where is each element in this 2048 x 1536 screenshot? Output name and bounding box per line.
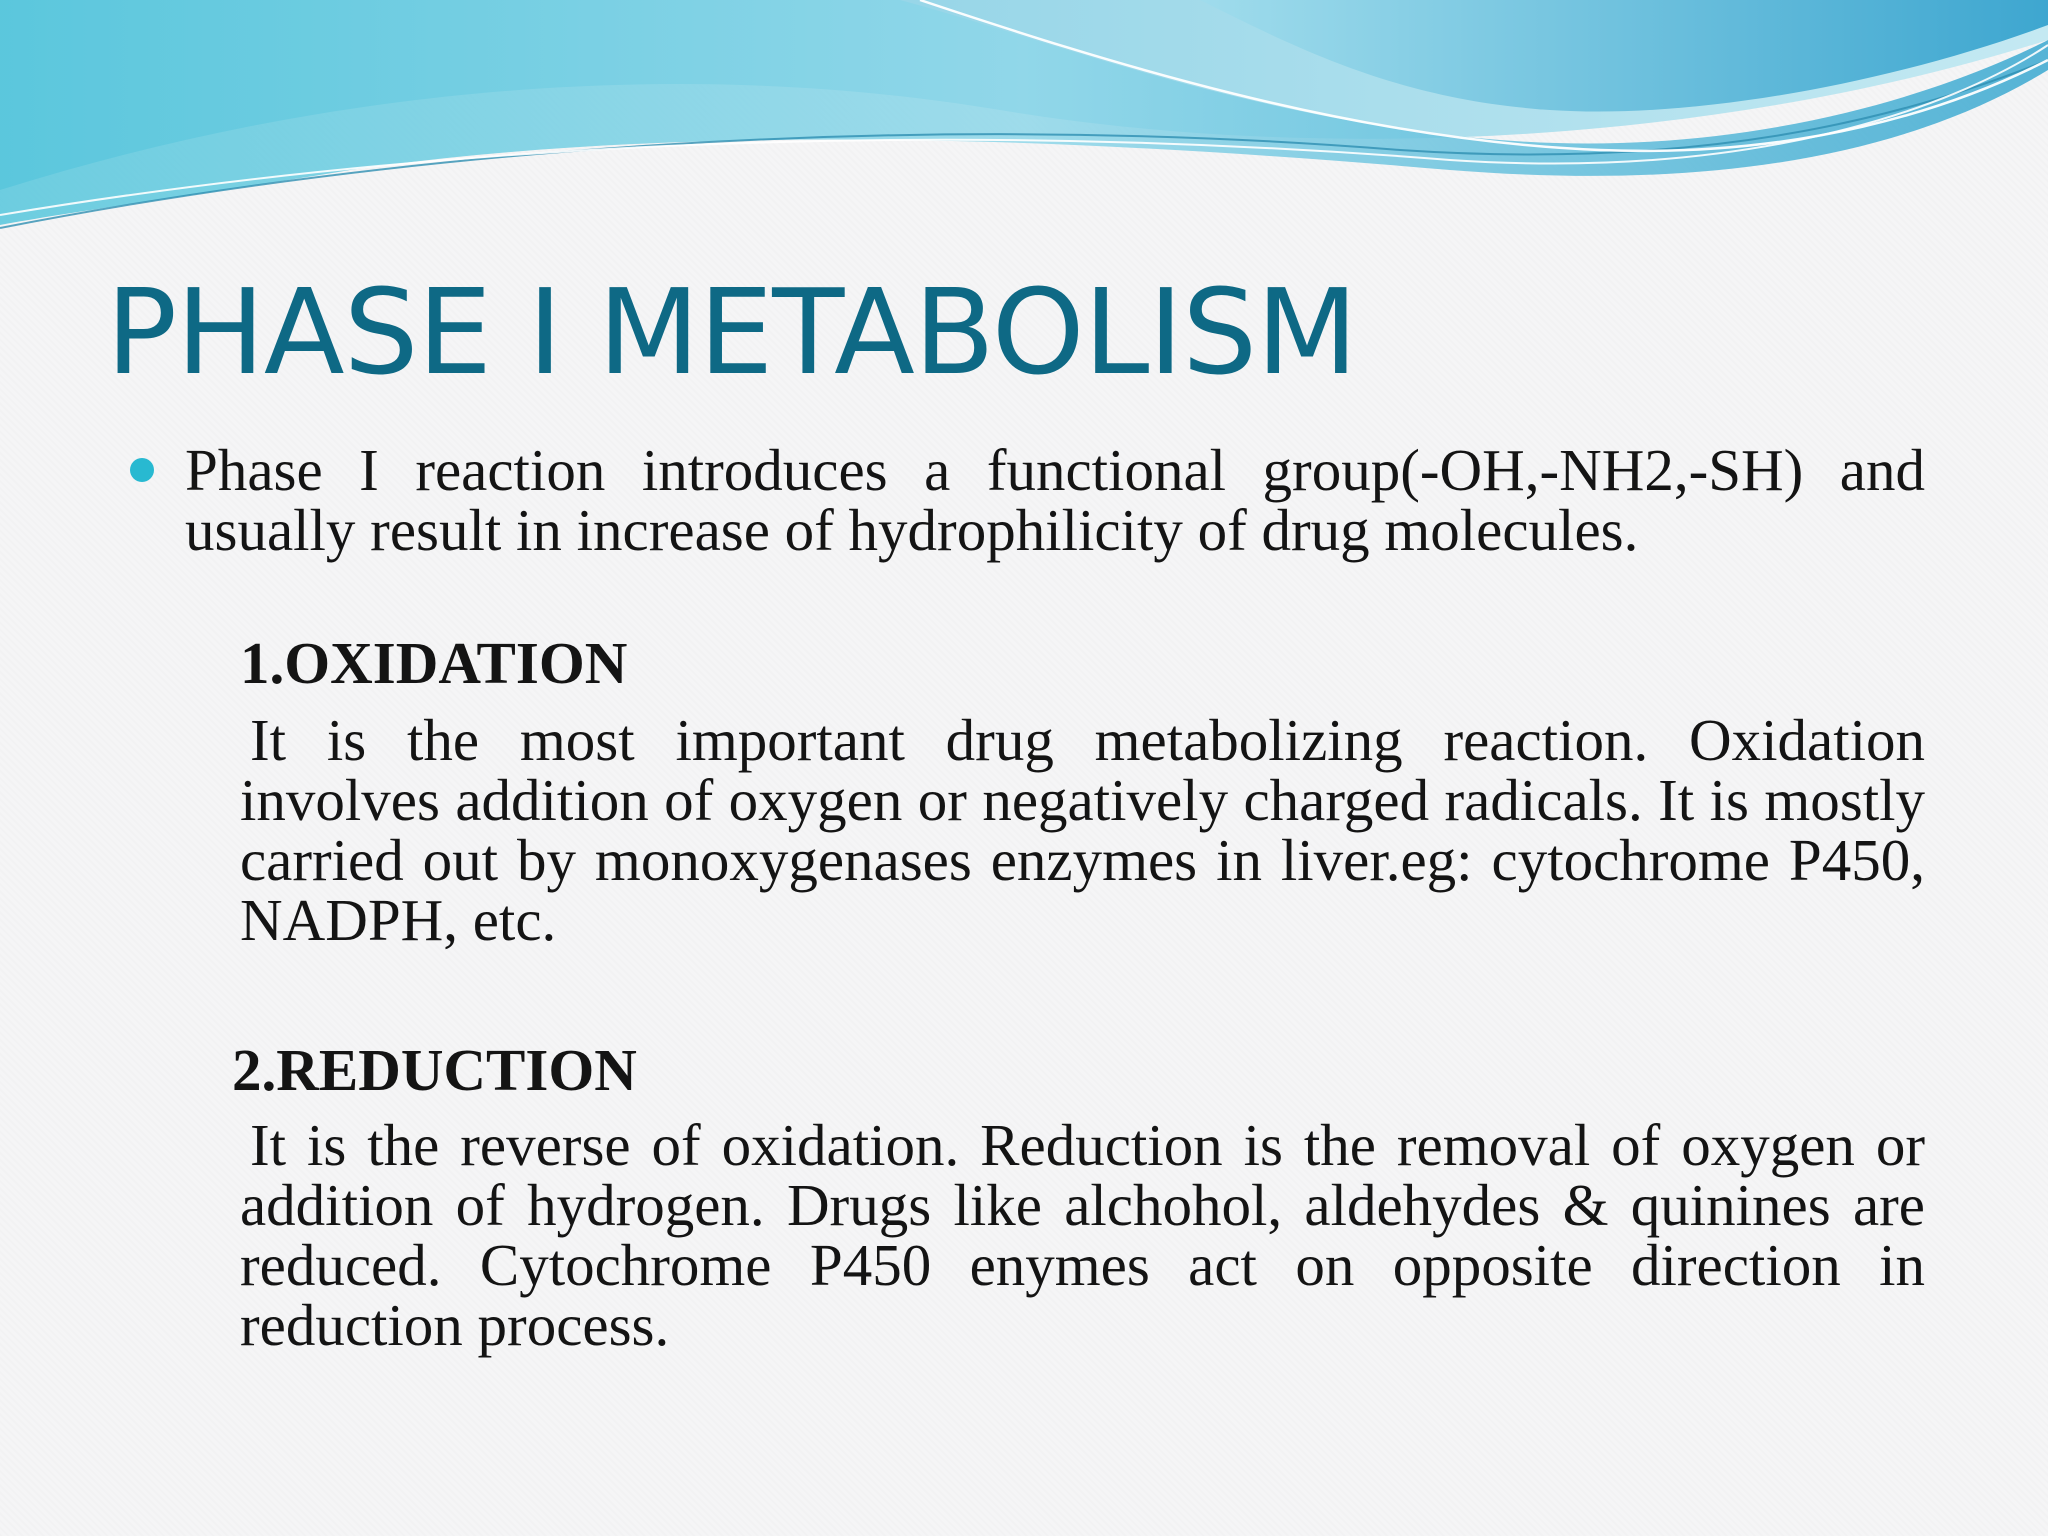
bullet-dot-icon	[130, 458, 154, 482]
slide-title: PHASE I METABOLISM	[106, 263, 1357, 401]
bullet-text: Phase I reaction introduces a functional group(-OH,-NH2,-SH) and usually result in increase of hydrophilicity of drug molecules.	[185, 437, 1925, 563]
reduction-text: It is the reverse of oxidation. Reduction is the removal of oxygen or addition of hydrogen. Drugs like alchohol, aldehydes & quinines are reduced. Cytochrome P450 enymes act on opposite direction in reduction process.	[240, 1112, 1925, 1358]
reduction-heading: 2.REDUCTION	[232, 1037, 637, 1103]
oxidation-paragraph	[240, 707, 1925, 953]
decorative-wave-header	[0, 0, 2048, 240]
reduction-paragraph	[240, 1112, 1925, 1358]
oxidation-heading: 1.OXIDATION	[240, 630, 628, 696]
oxidation-text: It is the most important drug metabolizing reaction. Oxidation involves addition of oxygen or negatively charged radicals. It is mostly carried out by monoxygenases enzymes in liver.eg: cytochrome P450, NADPH, etc.	[240, 707, 1925, 953]
